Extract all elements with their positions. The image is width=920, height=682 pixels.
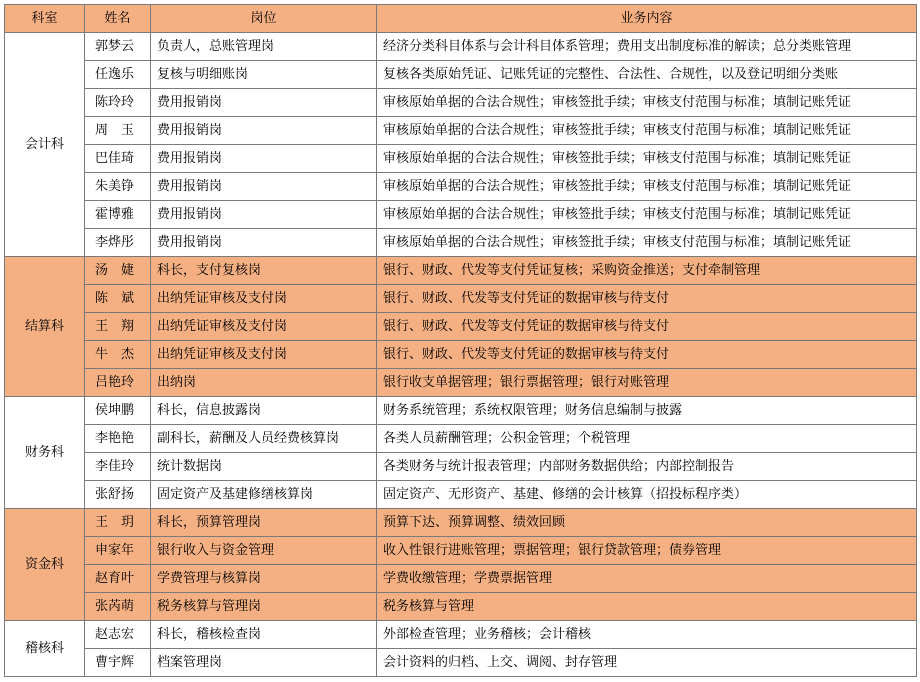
- name-cell: 朱美铮: [85, 173, 151, 201]
- name-cell: 李艳艳: [85, 425, 151, 453]
- duties-cell: 收入性银行进账管理；票据管理；银行贷款管理；债券管理: [377, 537, 917, 565]
- table-header-row: [5, 5, 917, 33]
- dept-cell: 稽核科: [5, 621, 85, 677]
- duties-cell: 银行、财政、代发等支付凭证的数据审核与待支付: [377, 285, 917, 313]
- duties-cell: 学费收缴管理；学费票据管理: [377, 565, 917, 593]
- name-cell: 申家年: [85, 537, 151, 565]
- duties-cell: 审核原始单据的合法合规性；审核签批手续；审核支付范围与标准；填制记账凭证: [377, 173, 917, 201]
- table-row: [5, 537, 917, 565]
- table-row: [5, 313, 917, 341]
- duties-cell: 银行、财政、代发等支付凭证复核；采购资金推送；支付牵制管理: [377, 257, 917, 285]
- table-body: [5, 33, 917, 677]
- name-cell: 曹宇辉: [85, 649, 151, 677]
- name-cell: 任逸乐: [85, 61, 151, 89]
- duties-cell: 各类财务与统计报表管理；内部财务数据供给；内部控制报告: [377, 453, 917, 481]
- name-cell: 吕艳玲: [85, 369, 151, 397]
- duties-cell: 各类人员薪酬管理；公积金管理；个税管理: [377, 425, 917, 453]
- name-cell: 李烨彤: [85, 229, 151, 257]
- table-row: [5, 621, 917, 649]
- position-cell: 费用报销岗: [151, 229, 377, 257]
- name-cell: 张舒扬: [85, 481, 151, 509]
- name-cell: 侯坤鹏: [85, 397, 151, 425]
- position-cell: 出纳岗: [151, 369, 377, 397]
- name-cell: 郭梦云: [85, 33, 151, 61]
- table-row: [5, 369, 917, 397]
- duties-cell: 固定资产、无形资产、基建、修缮的会计核算（招投标程序类）: [377, 481, 917, 509]
- duties-cell: 复核各类原始凭证、记账凭证的完整性、合法性、合规性，以及登记明细分类账: [377, 61, 917, 89]
- table-row: [5, 61, 917, 89]
- position-cell: 复核与明细账岗: [151, 61, 377, 89]
- header-duties: 业务内容: [377, 5, 917, 33]
- duties-cell: 银行收支单据管理；银行票据管理；银行对账管理: [377, 369, 917, 397]
- position-cell: 银行收入与资金管理: [151, 537, 377, 565]
- dept-cell: 会计科: [5, 33, 85, 257]
- name-cell: 牛 杰: [85, 341, 151, 369]
- dept-cell: 结算科: [5, 257, 85, 397]
- table-row: [5, 89, 917, 117]
- position-cell: 科长，信息披露岗: [151, 397, 377, 425]
- name-cell: 张芮萌: [85, 593, 151, 621]
- position-cell: 负责人，总账管理岗: [151, 33, 377, 61]
- header-dept: 科室: [5, 5, 85, 33]
- dept-cell: 财务科: [5, 397, 85, 509]
- position-cell: 科长，稽核检查岗: [151, 621, 377, 649]
- duties-cell: 审核原始单据的合法合规性；审核签批手续；审核支付范围与标准；填制记账凭证: [377, 201, 917, 229]
- table-row: [5, 341, 917, 369]
- position-cell: 费用报销岗: [151, 173, 377, 201]
- position-cell: 费用报销岗: [151, 201, 377, 229]
- name-cell: 周 玉: [85, 117, 151, 145]
- staff-duties-table: [4, 4, 917, 677]
- table-row: [5, 173, 917, 201]
- header-position: 岗位: [151, 5, 377, 33]
- table-row: [5, 33, 917, 61]
- table-row: [5, 201, 917, 229]
- table-row: [5, 229, 917, 257]
- duties-cell: 外部检查管理；业务稽核；会计稽核: [377, 621, 917, 649]
- table-row: [5, 285, 917, 313]
- position-cell: 出纳凭证审核及支付岗: [151, 341, 377, 369]
- position-cell: 出纳凭证审核及支付岗: [151, 313, 377, 341]
- table-row: [5, 565, 917, 593]
- position-cell: 科长，预算管理岗: [151, 509, 377, 537]
- duties-cell: 财务系统管理；系统权限管理；财务信息编制与披露: [377, 397, 917, 425]
- position-cell: 科长，支付复核岗: [151, 257, 377, 285]
- position-cell: 费用报销岗: [151, 89, 377, 117]
- duties-cell: 会计资料的归档、上交、调阅、封存管理: [377, 649, 917, 677]
- name-cell: 赵志宏: [85, 621, 151, 649]
- name-cell: 王 玥: [85, 509, 151, 537]
- duties-cell: 审核原始单据的合法合规性；审核签批手续；审核支付范围与标准；填制记账凭证: [377, 117, 917, 145]
- table-row: [5, 481, 917, 509]
- duties-cell: 银行、财政、代发等支付凭证的数据审核与待支付: [377, 313, 917, 341]
- table-row: [5, 257, 917, 285]
- table-row: [5, 145, 917, 173]
- table-row: [5, 453, 917, 481]
- duties-cell: 审核原始单据的合法合规性；审核签批手续；审核支付范围与标准；填制记账凭证: [377, 229, 917, 257]
- header-name: 姓名: [85, 5, 151, 33]
- position-cell: 出纳凭证审核及支付岗: [151, 285, 377, 313]
- position-cell: 档案管理岗: [151, 649, 377, 677]
- table-row: [5, 649, 917, 677]
- name-cell: 陈玲玲: [85, 89, 151, 117]
- dept-cell: 资金科: [5, 509, 85, 621]
- name-cell: 巴佳琦: [85, 145, 151, 173]
- name-cell: 陈 斌: [85, 285, 151, 313]
- duties-cell: 银行、财政、代发等支付凭证的数据审核与待支付: [377, 341, 917, 369]
- position-cell: 副科长，薪酬及人员经费核算岗: [151, 425, 377, 453]
- duties-cell: 审核原始单据的合法合规性；审核签批手续；审核支付范围与标准；填制记账凭证: [377, 145, 917, 173]
- name-cell: 霍博雅: [85, 201, 151, 229]
- table-row: [5, 117, 917, 145]
- table-row: [5, 509, 917, 537]
- duties-cell: 经济分类科目体系与会计科目体系管理；费用支出制度标准的解读；总分类账管理: [377, 33, 917, 61]
- table-row: [5, 593, 917, 621]
- duties-cell: 税务核算与管理: [377, 593, 917, 621]
- name-cell: 汤 婕: [85, 257, 151, 285]
- table-row: [5, 397, 917, 425]
- position-cell: 税务核算与管理岗: [151, 593, 377, 621]
- name-cell: 王 翔: [85, 313, 151, 341]
- duties-cell: 预算下达、预算调整、绩效回顾: [377, 509, 917, 537]
- position-cell: 学费管理与核算岗: [151, 565, 377, 593]
- name-cell: 李佳玲: [85, 453, 151, 481]
- position-cell: 费用报销岗: [151, 145, 377, 173]
- position-cell: 统计数据岗: [151, 453, 377, 481]
- table-row: [5, 425, 917, 453]
- duties-cell: 审核原始单据的合法合规性；审核签批手续；审核支付范围与标准；填制记账凭证: [377, 89, 917, 117]
- name-cell: 赵育叶: [85, 565, 151, 593]
- position-cell: 固定资产及基建修缮核算岗: [151, 481, 377, 509]
- position-cell: 费用报销岗: [151, 117, 377, 145]
